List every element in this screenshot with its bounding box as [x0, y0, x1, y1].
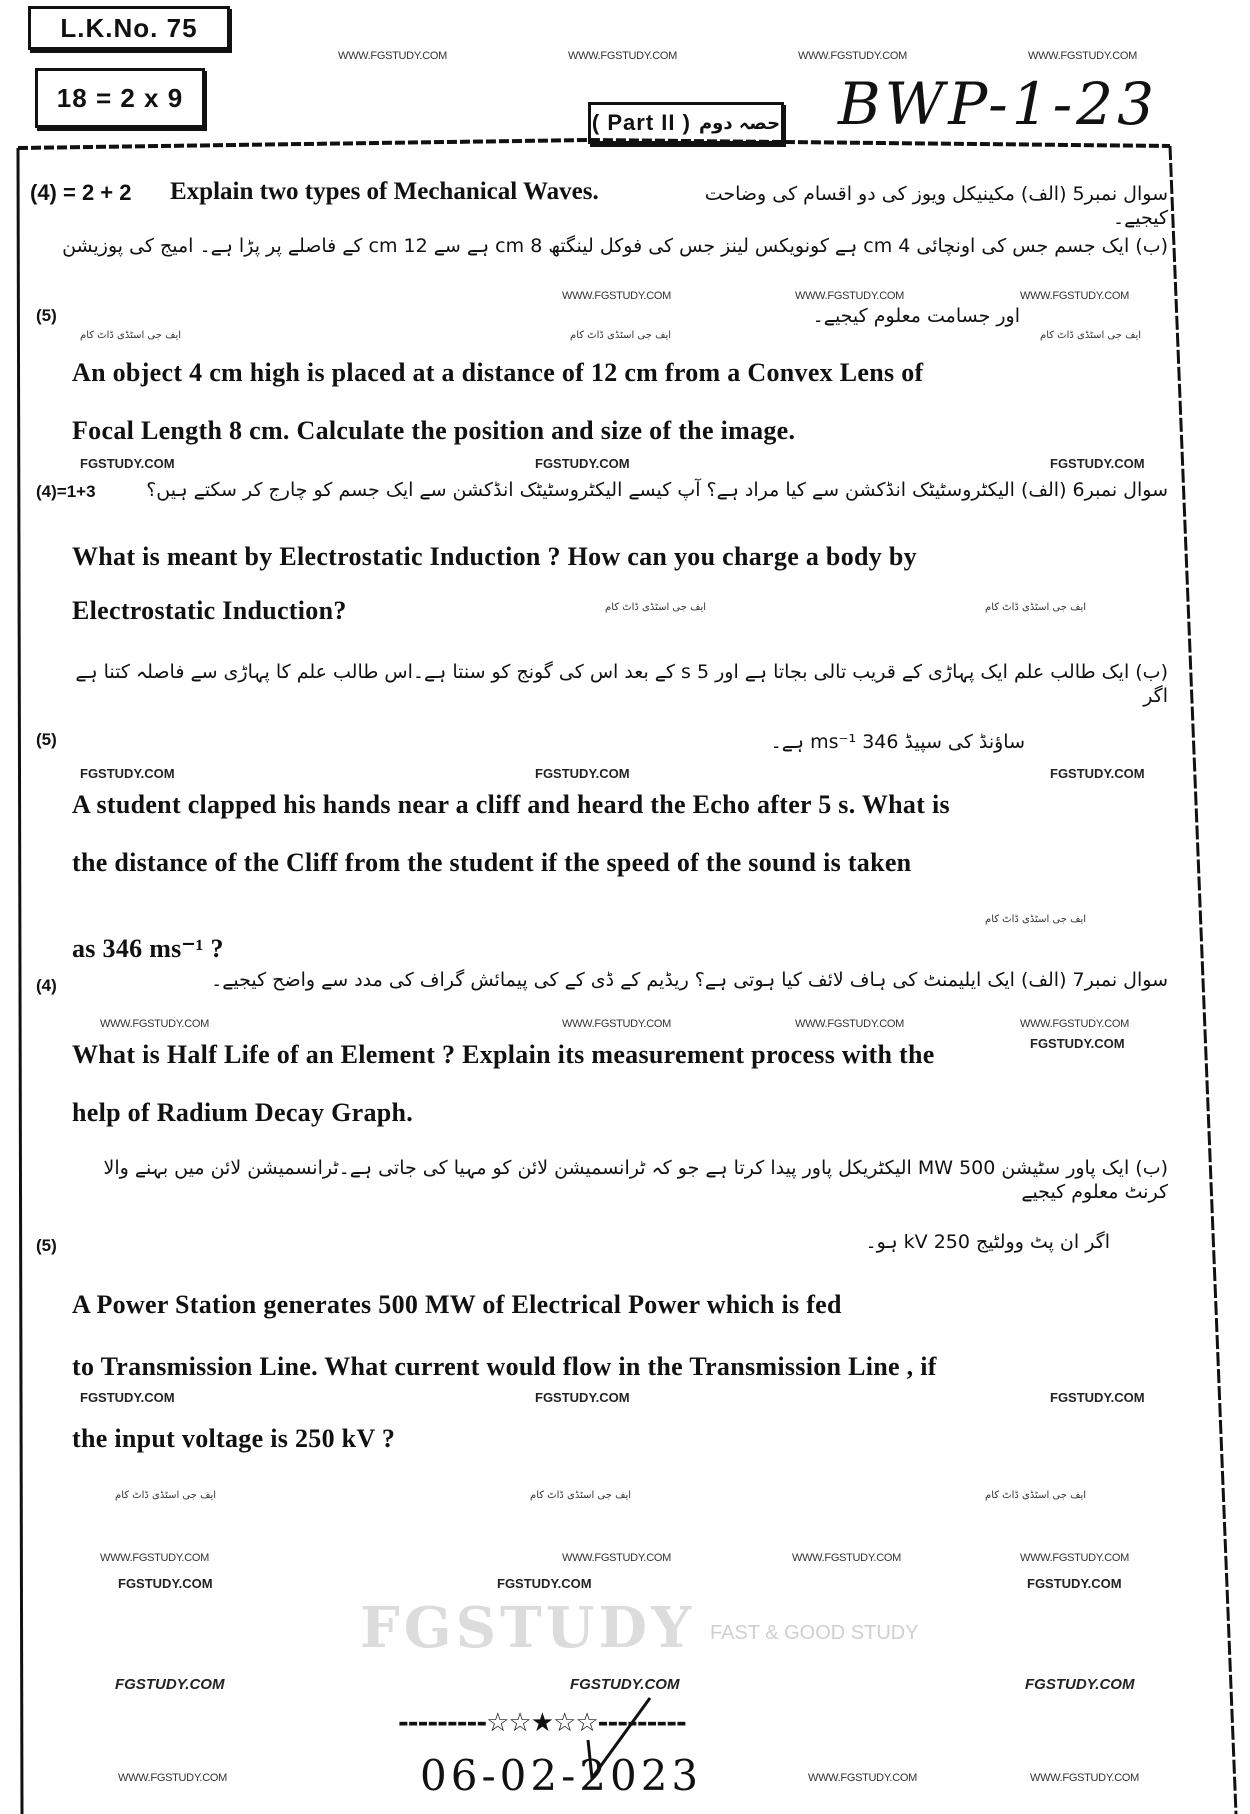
q6b-urdu-line2: ساؤنڈ کی سپیڈ 346 ms⁻¹ ہے۔: [770, 731, 1025, 753]
watermark: WWW.FGSTUDY.COM: [100, 1018, 209, 1030]
watermark: FGSTUDY.COM: [1025, 1676, 1135, 1693]
watermark: FGSTUDY.COM: [1050, 766, 1145, 781]
watermark-urdu: ایف جی اسٹڈی ڈاٹ کام: [605, 602, 707, 613]
q6a-english-line1: What is meant by Electrostatic Induction ? How can you charge a body by: [72, 542, 917, 571]
q5a-english: Explain two types of Mechanical Waves.: [170, 178, 599, 205]
q7b-english-line3: the input voltage is 250 kV ?: [72, 1424, 396, 1453]
q6b-english-line1: A student clapped his hands near a cliff and heard the Echo after 5 s. What is: [72, 790, 950, 819]
marks-q5b: (5): [36, 306, 57, 325]
part-label-urdu: حصہ دوم: [698, 112, 781, 134]
watermark-urdu: ایف جی اسٹڈی ڈاٹ کام: [985, 1490, 1087, 1501]
watermark: WWW.FGSTUDY.COM: [562, 1552, 671, 1564]
marks-formula-box: 18 = 2 x 9: [35, 68, 205, 128]
marks-q7a: (4): [36, 976, 57, 995]
q6b-urdu-line1: (ب) ایک طالب علم ایک پہاڑی کے قریب تالی بجاتا ہے اور 5 s کے بعد اس کی گونج کو سنتا ہے۔اس طالب علم کا پہاڑی سے فاصلہ کتنا ہے اگر: [75, 661, 1168, 707]
watermark: WWW.FGSTUDY.COM: [562, 290, 671, 302]
q6b-english-line3: as 346 ms⁻¹ ?: [72, 934, 224, 963]
watermark: WWW.FGSTUDY.COM: [798, 50, 907, 62]
watermark: FGSTUDY.COM: [118, 1576, 213, 1591]
q7b-urdu-line1: (ب) ایک پاور سٹیشن 500 MW الیکٹریکل پاور پیدا کرتا ہے جو کہ ٹرانسمیشن لائن کو مہیا کی جاتی ہے۔ٹرانسمیشن لائن میں بہنے والا کرنٹ معلوم کیجیے: [103, 1157, 1168, 1203]
watermark-urdu: ایف جی اسٹڈی ڈاٹ کام: [80, 330, 182, 341]
watermark: FGSTUDY.COM: [535, 766, 630, 781]
watermark: WWW.FGSTUDY.COM: [1030, 1772, 1139, 1784]
watermark: FGSTUDY.COM: [570, 1676, 680, 1693]
watermark: WWW.FGSTUDY.COM: [795, 1018, 904, 1030]
lk-number-box: L.K.No. 75: [28, 6, 230, 50]
watermark-urdu: ایف جی اسٹڈی ڈاٹ کام: [1040, 330, 1142, 341]
watermark: FGSTUDY.COM: [535, 1390, 630, 1405]
watermark-urdu: ایف جی اسٹڈی ڈاٹ کام: [570, 330, 672, 341]
watermark-urdu: ایف جی اسٹڈی ڈاٹ کام: [115, 1490, 217, 1501]
watermark: FGSTUDY.COM: [115, 1676, 225, 1693]
watermark: FGSTUDY.COM: [80, 1390, 175, 1405]
watermark: FGSTUDY.COM: [1050, 456, 1145, 471]
watermark: FGSTUDY.COM: [1050, 1390, 1145, 1405]
q6a-urdu: سوال نمبر6 (الف) الیکٹروسٹیٹک انڈکشن سے کیا مراد ہے؟ آپ کیسے الیکٹروسٹیٹک انڈکشن سے ایک جسم کو چارج کر سکتے ہیں؟: [146, 479, 1168, 501]
handwritten-date: 06-02-2023: [420, 1751, 703, 1800]
q5b-urdu-line2: اور جسامت معلوم کیجیے۔: [812, 305, 1020, 327]
watermark: WWW.FGSTUDY.COM: [568, 50, 677, 62]
watermark-urdu: ایف جی اسٹڈی ڈاٹ کام: [530, 1490, 632, 1501]
watermark: WWW.FGSTUDY.COM: [1028, 50, 1137, 62]
marks-q5a: (4) = 2 + 2: [30, 180, 132, 205]
marks-q6b: (5): [36, 730, 57, 749]
q5b-english-line2: Focal Length 8 cm. Calculate the position and size of the image.: [72, 416, 796, 445]
q5a-urdu: سوال نمبر5 (الف) مکینیکل ویوز کی دو اقسام کی وضاحت کیجیے۔: [704, 183, 1168, 229]
watermark: WWW.FGSTUDY.COM: [1020, 290, 1129, 302]
watermark-urdu: ایف جی اسٹڈی ڈاٹ کام: [985, 914, 1087, 925]
watermark: WWW.FGSTUDY.COM: [100, 1552, 209, 1564]
q6b-english-line2: the distance of the Cliff from the student if the speed of the sound is taken: [72, 848, 912, 877]
watermark: WWW.FGSTUDY.COM: [808, 1772, 917, 1784]
marks-q7b: (5): [36, 1236, 57, 1255]
watermark-tagline: FAST & GOOD STUDY: [710, 1622, 919, 1644]
watermark: WWW.FGSTUDY.COM: [338, 50, 447, 62]
q6a-english-line2: Electrostatic Induction?: [72, 596, 347, 625]
handwritten-code: BWP-1-23: [838, 70, 1158, 138]
watermark: FGSTUDY.COM: [1030, 1036, 1125, 1051]
watermark: FGSTUDY.COM: [1027, 1576, 1122, 1591]
fgstudy-watermark-logo: FGSTUDY: [360, 1595, 696, 1661]
watermark-urdu: ایف جی اسٹڈی ڈاٹ کام: [985, 602, 1087, 613]
watermark: WWW.FGSTUDY.COM: [795, 290, 904, 302]
part-label: ( Part II ): [591, 110, 691, 135]
part-label-box: [588, 102, 784, 144]
watermark: WWW.FGSTUDY.COM: [118, 1772, 227, 1784]
q7a-english-line1: What is Half Life of an Element ? Explain its measurement process with the: [72, 1040, 935, 1069]
q7b-urdu-line2: اگر ان پٹ وولٹیج 250 kV ہو۔: [865, 1231, 1110, 1253]
watermark: WWW.FGSTUDY.COM: [792, 1552, 901, 1564]
q7a-urdu: سوال نمبر7 (الف) ایک ایلیمنٹ کی ہاف لائف کیا ہوتی ہے؟ ریڈیم کے ڈی کے کی پیمائش گراف کی مدد سے واضح کیجیے۔: [211, 969, 1168, 991]
q7a-english-line2: help of Radium Decay Graph.: [72, 1098, 414, 1127]
end-of-paper-mark: ---------☆☆★☆☆---------: [398, 1708, 686, 1738]
q5b-urdu-line1: (ب) ایک جسم جس کی اونچائی 4 cm ہے کونویکس لینز جس کی فوکل لینگتھ 8 cm ہے سے 12 cm کے فاصلے پر پڑا ہے۔ امیج کی پوزیشن: [62, 235, 1168, 257]
watermark: FGSTUDY.COM: [535, 456, 630, 471]
watermark: FGSTUDY.COM: [80, 766, 175, 781]
q7b-english-line2: to Transmission Line. What current would flow in the Transmission Line , if: [72, 1352, 937, 1381]
q5b-english-line1: An object 4 cm high is placed at a distance of 12 cm from a Convex Lens of: [72, 358, 924, 387]
watermark: FGSTUDY.COM: [80, 456, 175, 471]
watermark: WWW.FGSTUDY.COM: [1020, 1552, 1129, 1564]
watermark: FGSTUDY.COM: [497, 1576, 592, 1591]
marks-q6a: (4)=1+3: [36, 482, 96, 501]
watermark: WWW.FGSTUDY.COM: [562, 1018, 671, 1030]
watermark: WWW.FGSTUDY.COM: [1020, 1018, 1129, 1030]
q7b-english-line1: A Power Station generates 500 MW of Electrical Power which is fed: [72, 1290, 842, 1319]
